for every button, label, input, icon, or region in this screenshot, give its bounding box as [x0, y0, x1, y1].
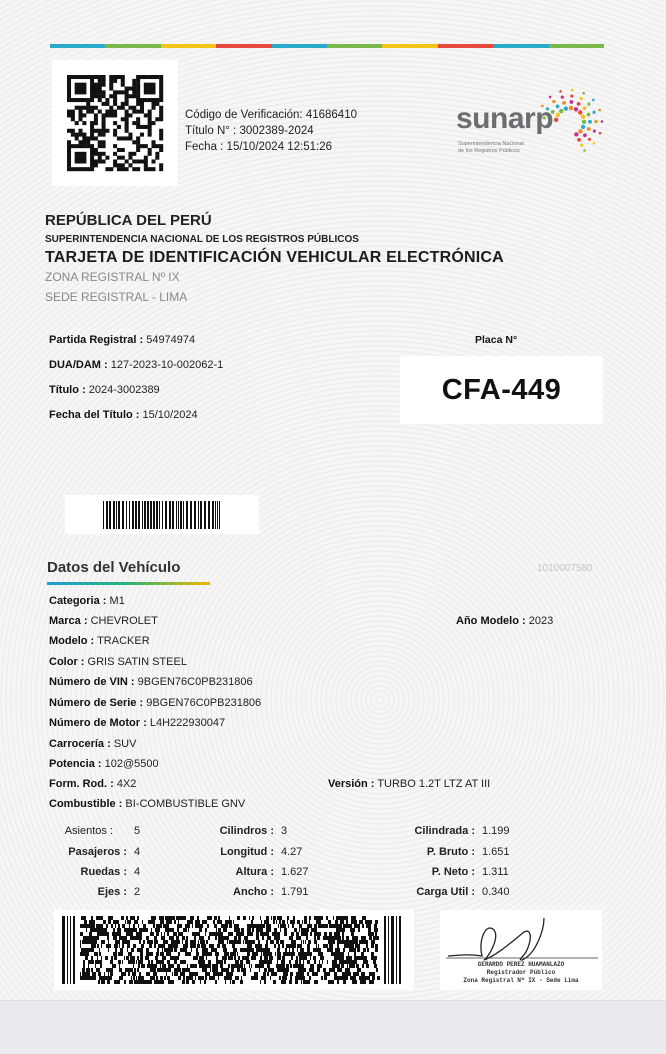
stripe-segment [382, 44, 437, 48]
marca-label: Marca : [49, 615, 88, 627]
barcode-small [65, 495, 259, 534]
categoria-label: Categoria : [49, 595, 107, 607]
marca-row [49, 615, 158, 627]
version-row [328, 778, 490, 790]
carroceria-row [49, 738, 136, 750]
form-rod-value: 4X2 [116, 778, 137, 790]
placa-label: Placa N° [475, 334, 518, 346]
stripe-segment [272, 44, 327, 48]
superintendencia-heading: SUPERINTENDENCIA NACIONAL DE LOS REGISTROS PÚBLICOS [45, 234, 359, 245]
republic-heading: REPÚBLICA DEL PERÚ [45, 212, 212, 229]
marca-value: CHEVROLET [90, 615, 158, 627]
version-label: Versión : [328, 778, 375, 790]
cilindros-label: Cilindros : [219, 825, 274, 837]
pasajeros-value: 4 [134, 846, 141, 858]
titulo-value: 2024-3002389 [88, 384, 160, 396]
serie-label: Número de Serie : [49, 697, 144, 709]
vin-value: 9BGEN76C0PB231806 [137, 676, 253, 688]
motor-row [49, 717, 225, 729]
stripe-segment [161, 44, 216, 48]
serie-row [49, 697, 261, 709]
sede-registral: SEDE REGISTRAL - LIMA [45, 290, 188, 304]
form-rod-row [49, 778, 136, 790]
section-underline [47, 582, 210, 585]
pasajeros-label: Pasajeros : [68, 846, 127, 858]
sunarp-sub-line2: de los Registros Públicos [458, 148, 520, 154]
stripe-segment [105, 44, 160, 48]
signature-zone: Zona Registral Nº IX - Sede Lima [463, 977, 579, 984]
qr-code [52, 60, 178, 186]
dua-label: DUA/DAM : [49, 359, 108, 371]
motor-value: L4H222930047 [149, 717, 226, 729]
cilindrada-value: 1.199 [482, 825, 510, 837]
fecha-titulo-value: 15/10/2024 [142, 409, 198, 421]
version-value: TURBO 1.2T LTZ AT III [377, 778, 491, 790]
stripe-segment [493, 44, 548, 48]
pneto-value: 1.311 [482, 866, 509, 878]
anio-value: 2023 [528, 615, 554, 627]
vin-label: Número de VIN : [49, 676, 135, 688]
color-label: Color : [49, 656, 85, 668]
serie-value: 9BGEN76C0PB231806 [146, 697, 262, 709]
motor-label: Número de Motor : [49, 717, 147, 729]
vin-row [49, 676, 253, 688]
form-rod-label: Form. Rod. : [49, 778, 114, 790]
ruedas-label: Ruedas : [80, 866, 127, 878]
placa-value: CFA-449 [400, 356, 603, 424]
modelo-row [49, 635, 150, 647]
vehicle-code: 1010007580 [537, 563, 593, 574]
combustible-value: BI-COMBUSTIBLE GNV [125, 798, 246, 810]
color-row [49, 656, 187, 668]
potencia-row [49, 758, 159, 770]
verification-code: Código de Verificación: 41686410 [185, 109, 357, 121]
carga-label: Carga Util : [416, 886, 475, 898]
modelo-value: TRACKER [97, 635, 150, 647]
pbruto-value: 1.651 [482, 846, 510, 858]
zona-registral: ZONA REGISTRAL Nº IX [45, 270, 180, 284]
asientos-value: 5 [134, 825, 141, 837]
asientos-label: Asientos : [64, 825, 113, 837]
anio-label: Año Modelo : [456, 615, 526, 627]
sunarp-logo-word: sunarp [456, 102, 554, 135]
longitud-label: Longitud : [220, 846, 274, 858]
combustible-label: Combustible : [49, 798, 123, 810]
cilindrada-label: Cilindrada : [414, 825, 475, 837]
ancho-label: Ancho : [233, 886, 274, 898]
color-value: GRIS SATIN STEEL [87, 656, 187, 668]
dua-value: 127-2023-10-002062-1 [110, 359, 224, 371]
ancho-value: 1.791 [281, 886, 309, 898]
anio-row [456, 615, 553, 627]
fecha-titulo-row [49, 409, 198, 421]
bottom-band [0, 1000, 666, 1054]
partida-value: 54974974 [146, 334, 196, 346]
ejes-label: Ejes : [97, 886, 127, 898]
document-title: TARJETA DE IDENTIFICACIÓN VEHICULAR ELECTRÓNICA [45, 249, 504, 266]
partida-row [49, 334, 195, 346]
ruedas-value: 4 [134, 866, 141, 878]
ejes-value: 2 [134, 886, 141, 898]
cilindros-value: 3 [281, 825, 288, 837]
sunarp-sub-line1: Superintendencia Nacional [458, 141, 524, 147]
stripe-segment [216, 44, 271, 48]
stripe-segment [327, 44, 382, 48]
stripe-segment [549, 44, 604, 48]
signature-block [440, 910, 602, 990]
fecha-titulo-label: Fecha del Título : [49, 409, 140, 421]
sunarp-logo-sub [458, 141, 538, 155]
categoria-value: M1 [109, 595, 125, 607]
carroceria-label: Carrocería : [49, 738, 111, 750]
barcode-pdf417 [54, 910, 414, 990]
titulo-row [49, 384, 160, 396]
verification-titulo: Título N° : 3002389-2024 [185, 125, 314, 137]
partida-label: Partida Registral : [49, 334, 144, 346]
potencia-value: 102@5500 [104, 758, 159, 770]
modelo-label: Modelo : [49, 635, 95, 647]
verification-block [185, 107, 357, 155]
vehicle-section-title: Datos del Vehículo [47, 559, 181, 576]
signature-role: Registrador Público [486, 969, 556, 976]
stripe-segment [438, 44, 493, 48]
sunarp-logo [456, 74, 616, 164]
pbruto-label: P. Bruto : [426, 846, 475, 858]
carga-value: 0.340 [482, 886, 510, 898]
dua-row [49, 359, 223, 371]
signature-name: GERARDO PEREZ HUAMANLAZO [477, 961, 565, 968]
potencia-label: Potencia : [49, 758, 102, 770]
stripe-segment [50, 44, 105, 48]
altura-label: Altura : [235, 866, 274, 878]
carroceria-value: SUV [113, 738, 137, 750]
pneto-label: P. Neto : [431, 866, 475, 878]
altura-value: 1.627 [281, 866, 309, 878]
verification-fecha: Fecha : 15/10/2024 12:51:26 [185, 141, 333, 153]
categoria-row [49, 595, 125, 607]
combustible-row [49, 798, 245, 810]
color-stripe [50, 44, 604, 48]
titulo-label: Título : [49, 384, 86, 396]
longitud-value: 4.27 [281, 846, 303, 858]
